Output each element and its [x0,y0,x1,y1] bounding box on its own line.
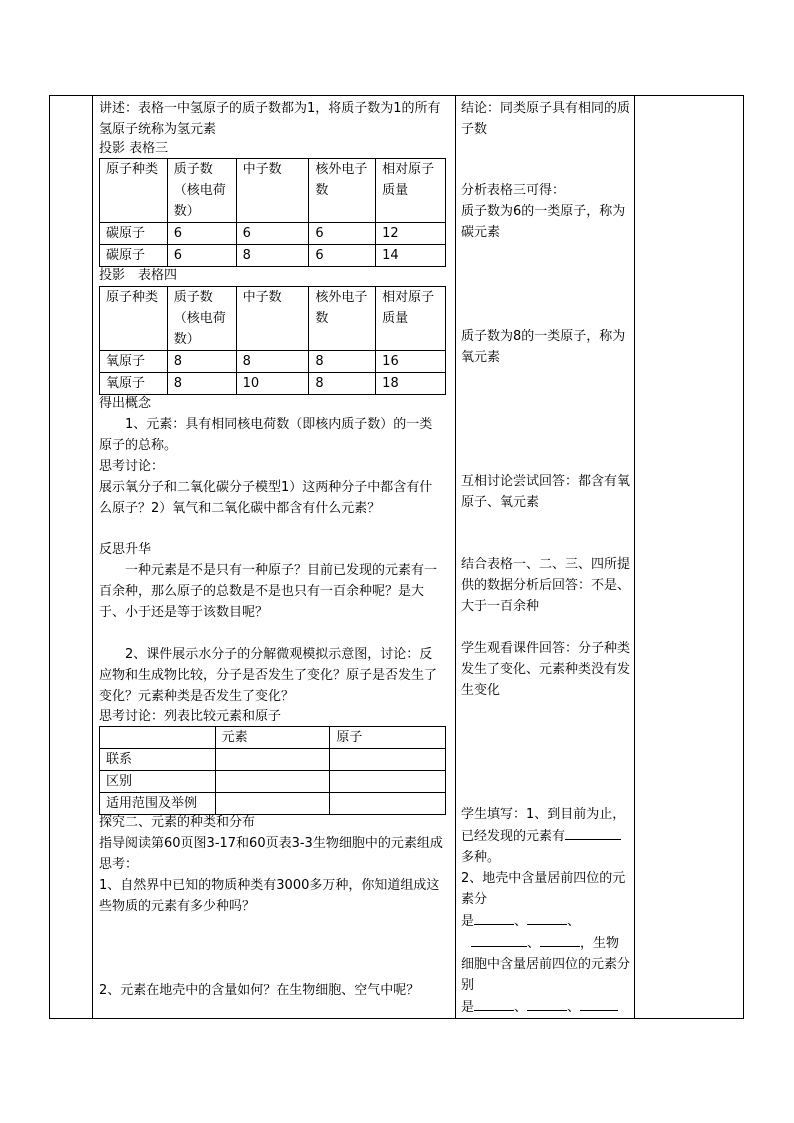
table-cell: 8 [309,351,376,373]
fill-blank[interactable] [580,996,618,1011]
table-header-cell: 原子种类 [100,159,168,223]
reflection-title: 反思升华 [99,542,152,557]
table-header-cell: 质子数（核电荷数） [167,287,236,351]
reading-guide: 指导阅读第60页图3-17和60页表3-3生物细胞中的元素组成思考： [99,836,443,872]
table-header-cell: 原子 [330,727,446,749]
table-header-cell: 原子种类 [100,287,168,351]
fill-in-text: 学生填写：1、到目前为止，已经发现的元素有 [461,807,626,844]
table-three [99,158,446,267]
explore-title: 探究二、元素的种类和分布 [99,815,256,830]
table-row [100,749,446,771]
separator: 、 [567,914,581,929]
courseware-answer: 学生观看课件回答：分子种类发生了变化、元素种类没有发生变化 [461,641,631,698]
table-cell: 8 [167,351,236,373]
concept-definition: 1、元素：具有相同核电荷数（即核内质子数）的一类原子的总称。 [99,417,433,453]
table-row [100,223,446,245]
table-cell: 8 [236,351,309,373]
table-row [100,771,446,793]
compare-table [99,726,446,815]
table-header-cell: 相对原子质量 [376,287,446,351]
separator: 、 [567,1000,581,1015]
concept-title: 得出概念 [99,396,152,411]
table-cell: 12 [376,223,446,245]
table-cell: 14 [376,245,446,267]
table-cell: 氧原子 [100,373,168,395]
table-header-cell: 元素 [215,727,330,749]
table-cell: 6 [309,223,376,245]
table-cell: 6 [167,223,236,245]
fill-blank[interactable] [527,996,567,1011]
table-row [100,245,446,267]
table-cell: 碳原子 [100,245,168,267]
table-header-cell: 中子数 [236,159,309,223]
table-cell: 6 [309,245,376,267]
fill-in-text: 2、地壳中含量居前四位的元素分 [461,871,626,907]
table-row [100,373,446,395]
narration: 讲述：表格一中氢原子的质子数都为1，将质子数为1的所有氢原子统称为氢元素 [99,101,441,137]
table-row [100,351,446,373]
table-cell [330,771,446,793]
student-fill-in [461,804,631,1018]
table-cell: 8 [309,373,376,395]
table-cell [215,749,330,771]
fill-blank[interactable] [527,910,567,925]
fill-in-text: 多种。 [461,850,501,865]
reflection-text: 一种元素是不是只有一种原子？目前已发现的元素有一百余种，那么原子的总数是不是也只有一百余种呢？是大于、小于还是等于该数目呢？ [99,563,438,620]
compare-title: 思考讨论：列表比较元素和原子 [99,709,282,724]
indent-space [461,933,471,947]
analysis-title: 分析表格三可得： [461,183,566,198]
separator: 、 [514,914,528,929]
fill-in-text: ，生物细胞中含量居前四位的元素分别 [461,936,631,993]
table-cell: 16 [376,351,446,373]
table-header-cell: 核外电子数 [309,287,376,351]
discussion-answer: 互相讨论尝试回答：都含有氧原子、氧元素 [461,474,631,510]
table-cell [330,749,446,771]
table-cell [330,793,446,815]
table-cell: 18 [376,373,446,395]
column-divider [634,95,635,1019]
table-cell [215,771,330,793]
question-2: 2、元素在地壳中的含量如何？在生物细胞、空气中呢？ [99,983,420,998]
table-cell: 10 [236,373,309,395]
table-cell: 碳原子 [100,223,168,245]
fill-blank[interactable] [471,932,527,947]
table-row-label: 区别 [100,771,216,793]
projection-table4-label: 投影 表格四 [99,268,178,283]
table-row-label: 适用范围及举例 [100,793,216,815]
table-cell: 6 [167,245,236,267]
discussion-text: 展示氧分子和二氧化碳分子模型1）这两种分子中都含有什么原子？2）氧气和二氧化碳中都含有什么元素？ [99,480,433,516]
separator: 、 [514,1000,528,1015]
table-header-cell: 质子数（核电荷数） [167,159,236,223]
fill-blank[interactable] [474,996,514,1011]
table-cell: 8 [167,373,236,395]
oxygen-element-answer: 质子数为8的一类原子，称为氧元素 [461,329,626,365]
table-header-cell [100,727,216,749]
table-header-cell: 中子数 [236,287,309,351]
fill-in-text: 是 [461,1000,475,1015]
column-divider [455,95,456,1019]
reflection-answer: 结合表格一、二、三、四所提供的数据分析后回答：不是、大于一百余种 [461,557,631,614]
projection-table3-label: 投影 表格三 [99,141,169,156]
question-1: 1、自然界中已知的物质种类有3000多万种，你知道组成这些物质的元素有多少种吗？ [99,878,440,914]
table-four [99,286,446,395]
fill-blank[interactable] [474,910,514,925]
table-row-label: 联系 [100,749,216,771]
table-header-cell: 相对原子质量 [376,159,446,223]
carbon-element-answer: 质子数为6的一类原子，称为碳元素 [461,204,626,240]
table-header-cell: 核外电子数 [309,159,376,223]
fill-blank[interactable] [565,825,621,840]
table-cell: 6 [236,223,309,245]
table-cell: 氧原子 [100,351,168,373]
conclusion: 结论：同类原子具有相同的质子数 [461,101,631,137]
table-header-row [100,159,446,223]
fill-in-text: 是 [461,914,475,929]
separator: 、 [527,936,541,951]
table-cell: 8 [236,245,309,267]
column-divider [92,95,93,1019]
discussion-title: 思考讨论： [99,459,165,474]
courseware-text: 2、课件展示水分子的分解微观模拟示意图，讨论：反应物和生成物比较，分子是否发生了变化？原子是否发生了变化？元素种类是否发生了变化？ [99,647,438,704]
fill-blank[interactable] [540,932,580,947]
table-header-row [100,727,446,749]
table-header-row [100,287,446,351]
